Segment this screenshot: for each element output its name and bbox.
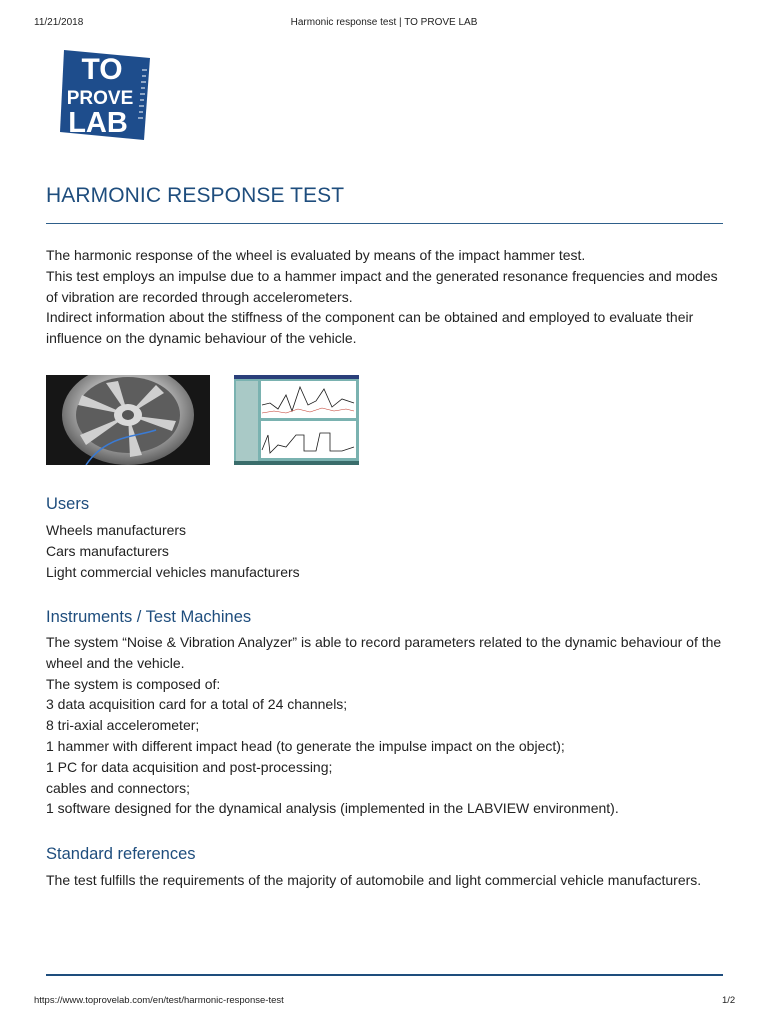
users-heading: Users <box>46 495 90 513</box>
intro-text <box>46 245 726 349</box>
list-item: Light commercial vehicles manufacturers <box>46 563 300 580</box>
wheel-photo <box>46 375 210 465</box>
list-item: 8 tri-axial accelerometer; <box>46 717 200 734</box>
instruments-heading: Instruments / Test Machines <box>46 608 252 626</box>
logo-text-prove: PROVE <box>66 88 134 109</box>
list-item: 3 data acquisition card for a total of 24 channels; <box>46 696 348 713</box>
intro-line: Indirect information about the stiffness of the component can be obtained and employed to evaluate their influence on the dynamic behaviour of the vehicle. <box>46 309 694 347</box>
list-item: The system is composed of: <box>46 675 221 692</box>
page-title: HARMONIC RESPONSE TEST <box>46 184 345 207</box>
print-date: 11/21/2018 <box>34 17 84 28</box>
list-item: The system “Noise & Vibration Analyzer” is able to record parameters related to the dynamic behaviour of the wheel and the vehicle. <box>46 634 722 671</box>
analyzer-screenshot <box>234 375 359 465</box>
page-url[interactable]: https://www.toprovelab.com/en/test/harmonic-response-test <box>34 995 284 1006</box>
list-item: The test fulfills the requirements of the majority of automobile and light commercial vehicle manufacturers. <box>46 872 702 888</box>
list-item: 1 software designed for the dynamical analysis (implemented in the LABVIEW environment). <box>46 800 619 817</box>
title-divider <box>46 223 723 224</box>
logo-text-lab: LAB <box>68 107 128 139</box>
standards-text <box>46 870 726 891</box>
to-prove-lab-logo[interactable] <box>58 46 154 142</box>
page-number: 1/2 <box>722 995 736 1006</box>
intro-line: The harmonic response of the wheel is evaluated by means of the impact hammer test. <box>46 247 586 263</box>
instruments-text <box>46 632 726 819</box>
standards-heading: Standard references <box>46 845 196 863</box>
users-list <box>46 520 726 582</box>
intro-line: This test employs an impulse due to a hammer impact and the generated resonance frequencies and modes of vibration are recorded through accelerometers. <box>46 267 718 305</box>
list-item: Wheels manufacturers <box>46 522 187 538</box>
list-item: 1 PC for data acquisition and post-processing; <box>46 758 333 775</box>
list-item: Cars manufacturers <box>46 542 169 559</box>
print-page-title: Harmonic response test | TO PROVE LAB <box>290 17 478 28</box>
list-item: cables and connectors; <box>46 779 190 796</box>
logo-text-to: TO <box>81 53 123 86</box>
list-item: 1 hammer with different impact head (to generate the impulse impact on the object); <box>46 737 565 754</box>
footer-divider <box>46 974 723 976</box>
